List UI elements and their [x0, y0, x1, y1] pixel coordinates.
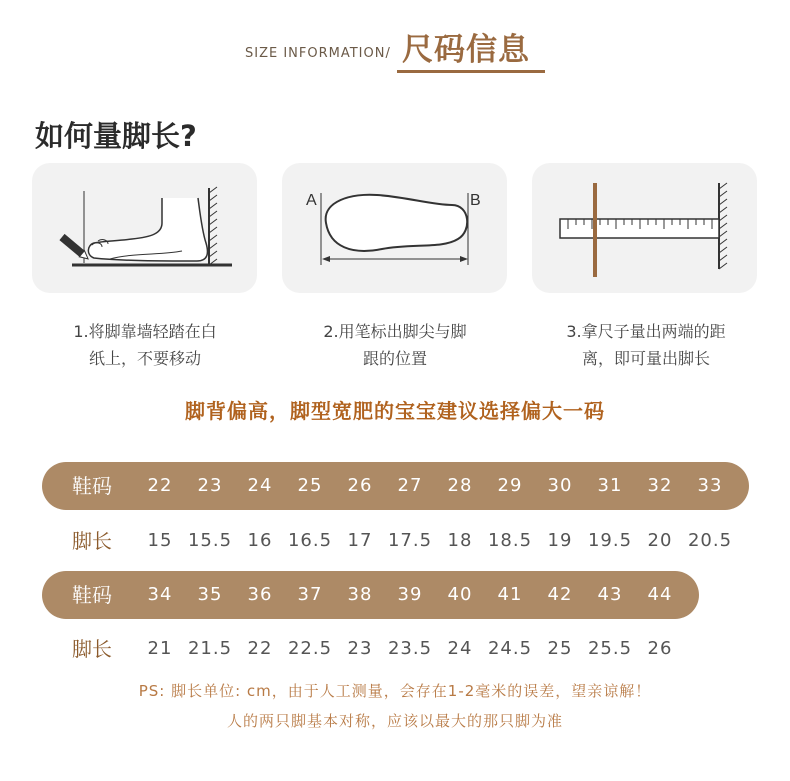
step-2-line-1: 2.用笔标出脚尖与脚 — [323, 322, 467, 341]
step-text-3 — [535, 318, 757, 372]
shoe-size-cell: 41 — [497, 584, 523, 605]
foot-length-row-2 — [0, 625, 790, 673]
foot-length-label: 脚长 — [72, 529, 112, 553]
shoe-size-cell: 33 — [697, 475, 723, 496]
page-header — [0, 22, 790, 78]
shoe-size-cell: 44 — [647, 584, 673, 605]
foot-length-cell: 21.5 — [187, 638, 233, 659]
foot-length-cell: 17.5 — [387, 530, 433, 551]
foot-length-cell: 19.5 — [587, 530, 633, 551]
shoe-size-cell: 22 — [147, 475, 173, 496]
shoe-size-cell: 34 — [147, 584, 173, 605]
shoe-size-cell: 30 — [547, 475, 573, 496]
section-question: 如何量脚长? — [35, 119, 197, 153]
foot-length-cell: 16 — [247, 530, 273, 551]
shoe-size-cell: 29 — [497, 475, 523, 496]
point-b-label: B — [470, 192, 481, 209]
foot-length-label: 脚长 — [72, 637, 112, 661]
shoe-size-label: 鞋码 — [72, 583, 112, 607]
foot-length-row-1 — [0, 517, 790, 565]
foot-length-cell: 20 — [647, 530, 673, 551]
step-card-2 — [282, 163, 507, 293]
step-card-3 — [532, 163, 757, 293]
step-1-line-2: 纸上，不要移动 — [88, 349, 201, 368]
footprint-outline-icon — [282, 163, 507, 293]
fit-tip: 脚背偏高，脚型宽肥的宝宝建议选择偏大一码 — [185, 399, 605, 423]
shoe-size-cell: 32 — [647, 475, 673, 496]
shoe-size-cell: 28 — [447, 475, 473, 496]
step-text-2 — [290, 318, 500, 372]
shoe-size-cell: 40 — [447, 584, 473, 605]
foot-length-cell: 26 — [647, 638, 673, 659]
shoe-size-cell: 36 — [247, 584, 273, 605]
foot-length-cell: 17 — [347, 530, 373, 551]
foot-length-cell: 15.5 — [187, 530, 233, 551]
ps-note-line-2: 人的两只脚基本对称，应该以最大的那只脚为准 — [226, 712, 563, 730]
foot-length-cell: 22.5 — [287, 638, 333, 659]
shoe-size-row-1 — [0, 462, 790, 510]
step-1-line-1: 1.将脚靠墙轻踏在白 — [73, 322, 217, 341]
foot-length-cell: 18 — [447, 530, 473, 551]
header-en-label: SIZE INFORMATION/ — [245, 46, 391, 61]
step-card-1 — [32, 163, 257, 293]
ps-note-line-1: PS: 脚长单位: cm，由于人工测量，会存在1-2毫米的误差，望亲谅解！ — [138, 682, 652, 700]
shoe-size-cell: 24 — [247, 475, 273, 496]
foot-length-cell: 20.5 — [687, 530, 733, 551]
foot-length-cell: 24.5 — [487, 638, 533, 659]
foot-length-cell: 23 — [347, 638, 373, 659]
shoe-size-cell: 27 — [397, 475, 423, 496]
shoe-size-cell: 42 — [547, 584, 573, 605]
step-3-line-1: 3.拿尺子量出两端的距 — [566, 322, 726, 341]
ruler-measure-icon — [532, 163, 757, 293]
shoe-size-cell: 31 — [597, 475, 623, 496]
shoe-size-cell: 23 — [197, 475, 223, 496]
step-text-1 — [40, 318, 250, 372]
shoe-size-cell: 26 — [347, 475, 373, 496]
shoe-size-row-2 — [0, 571, 790, 619]
foot-length-cell: 24 — [447, 638, 473, 659]
foot-length-cell: 21 — [147, 638, 173, 659]
foot-length-cell: 16.5 — [287, 530, 333, 551]
header-underline — [397, 70, 545, 73]
foot-length-cell: 25.5 — [587, 638, 633, 659]
shoe-size-label: 鞋码 — [72, 474, 112, 498]
step-3-line-2: 离，即可量出脚长 — [581, 349, 710, 368]
shoe-size-cell: 38 — [347, 584, 373, 605]
shoe-size-cell: 39 — [397, 584, 423, 605]
foot-length-cell: 19 — [547, 530, 573, 551]
foot-wall-illustration-icon — [32, 163, 257, 293]
header-title: 尺码信息 — [402, 32, 530, 68]
shoe-size-cell: 43 — [597, 584, 623, 605]
foot-length-cell: 15 — [147, 530, 173, 551]
point-a-label: A — [306, 192, 317, 209]
shoe-size-cell: 25 — [297, 475, 323, 496]
foot-length-cell: 22 — [247, 638, 273, 659]
shoe-size-cell: 37 — [297, 584, 323, 605]
foot-length-cell: 23.5 — [387, 638, 433, 659]
foot-length-cell: 25 — [547, 638, 573, 659]
shoe-size-cell: 35 — [197, 584, 223, 605]
step-2-line-2: 跟的位置 — [362, 349, 427, 368]
foot-length-cell: 18.5 — [487, 530, 533, 551]
